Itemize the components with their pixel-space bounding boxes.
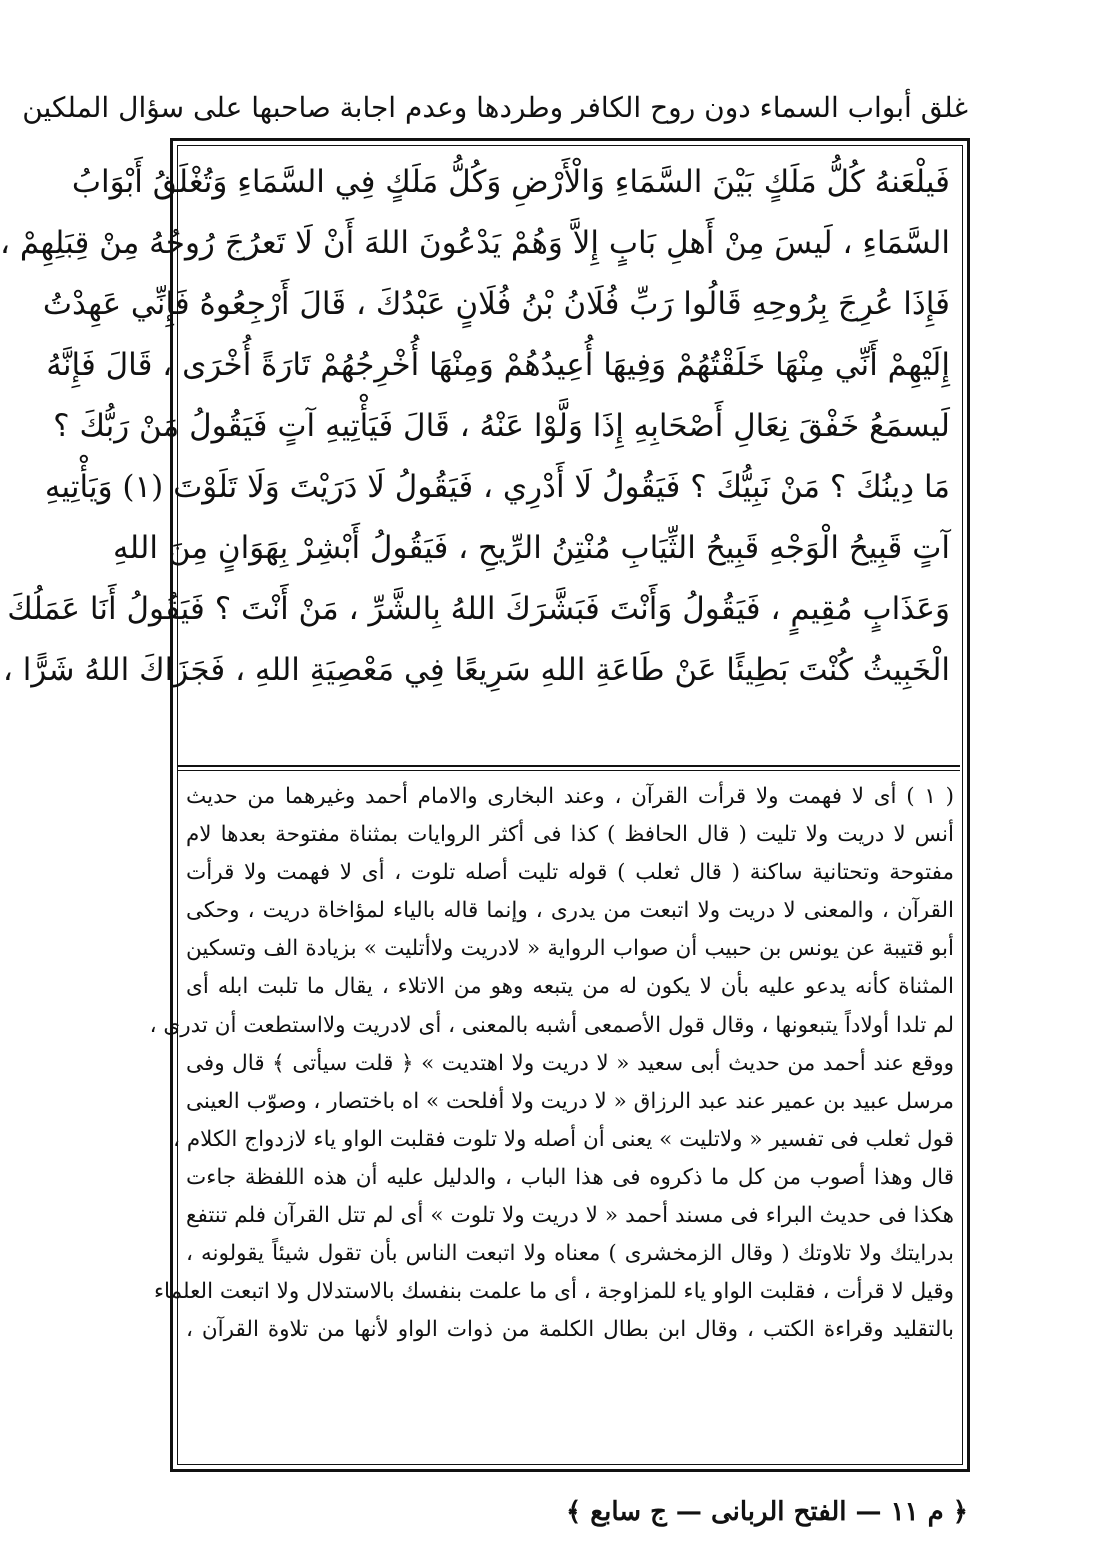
page-footer: ﴿ م ١١ — الفتح الربانى — ج سابع ﴾ bbox=[565, 1497, 968, 1527]
footnote-line-14: وقيل لا قرأت ، فقلبت الواو ياء للمزاوجة ، أى ما علمت بنفسك بالاستدلال ولا اتبعت العلماء bbox=[153, 1279, 954, 1305]
footnote-line-9: مرسل عبيد بن عمير عند عبد الرزاق « لا دريت ولا أفلحت » اه باختصار ، وصوّب العينى bbox=[185, 1088, 954, 1114]
main-text-line-2: السَّمَاءِ ، لَيسَ مِنْ أَهلِ بَابٍ إِلاَّ وَهُمْ يَدْعُونَ اللهَ أَنْ لَا تَعرُجَ رُوحُهُ مِنْ قِبَلِهِمْ ، bbox=[0, 225, 950, 261]
main-text bbox=[0, 152, 950, 762]
footnote-line-5: أبو قتيبة عن يونس بن حبيب أن صواب الرواية « لادريت ولاأتليت » بزيادة الف وتسكين bbox=[186, 936, 954, 962]
main-text-line-3: فَإِذَا عُرِجَ بِرُوحِهِ قَالُوا رَبِّ فُلَانُ بْنُ فُلَانٍ عَبْدُكَ ، قَالَ أَرْجِعُوهُ فَإِنِّي عَهِدْتُ bbox=[42, 286, 950, 322]
main-text-line-4: إِلَيْهِمْ أَنِّي مِنْهَا خَلَقْتُهُمْ وَفِيهَا أُعِيدُهُمْ وَمِنْهَا أُخْرِجُهُمْ تَارَةً أُخْرَى ، قَالَ فَإِنَّهُ bbox=[46, 347, 950, 383]
page-header: غلق أبواب السماء دون روح الكافر وطردها وعدم اجابة صاحبها على سؤال الملكين bbox=[22, 91, 968, 124]
footnote-line-7: لم تلدا أولاداً يتبعونها ، وقال قول الأصمعى أشبه بالمعنى ، أى لادريت ولااستطعت أن تدرى ، bbox=[149, 1012, 954, 1038]
footnote-line-13: بدرايتك ولا تلاوتك ( وقال الزمخشرى ) معناه ولا اتبعت الناس بأن تقول شيئاً يقولونه ، bbox=[186, 1241, 954, 1267]
footnote-line-6: المثناة كأنه يدعو عليه بأن لا يكون له من يتبعه وهو من الاتلاء ، يقال ما تلبت ابله أى bbox=[186, 974, 954, 1000]
footnote-line-15: بالتقليد وقراءة الكتب ، وقال ابن بطال الكلمة من ذوات الواو لأنها من تلاوة القرآن ، bbox=[186, 1317, 954, 1343]
footnote-line-12: هكذا فى حديث البراء فى مسند أحمد « لا دريت ولا تلوت » أى لم تتل القرآن فلم تنتفع bbox=[186, 1203, 954, 1229]
footnote-line-4: القرآن ، والمعنى لا دريت ولا اتبعت من يدرى ، وإنما قاله بالياء لمؤاخاة دريت ، وحكى bbox=[186, 898, 954, 924]
footnote-separator bbox=[178, 765, 960, 771]
footnote-line-10: قول ثعلب فى تفسير « ولاتليت » يعنى أن أصله ولا تلوت فقلبت الواو ياء لازدواج الكلام ، bbox=[173, 1126, 954, 1152]
footnote-line-8: ووقع عند أحمد من حديث أبى سعيد « لا دريت ولا اهتديت » ﴿ قلت سيأتى ﴾ قال وفى bbox=[186, 1050, 954, 1076]
main-text-line-1: فَيلْعَنهُ كُلُّ مَلَكٍ بَيْنَ السَّمَاءِ وَالْأَرْضِ وَكُلُّ مَلَكٍ فِي السَّمَاءِ وَتُغْلَقُ أَبْوَابُ bbox=[71, 164, 950, 200]
main-text-line-5: لَيسمَعُ خَفْقَ نِعَالِ أَصْحَابِهِ إِذَا وَلَّوْا عَنْهُ ، قَالَ فَيَأْتِيهِ آتٍ فَيَقُولُ مَنْ رَبُّكَ ؟ bbox=[53, 408, 950, 444]
main-text-line-8: وَعَذَابٍ مُقِيمٍ ، فَيَقُولُ وَأَنْتَ فَبَشَّرَكَ اللهُ بِالشَّرِّ ، مَنْ أَنْتَ ؟ فَيَقُولُ أَنَا عَمَلُكَ bbox=[7, 591, 950, 627]
footnote-line-1: ( ١ ) أى لا فهمت ولا قرأت القرآن ، وعند البخارى والامام أحمد وغيرهما من حديث bbox=[186, 784, 954, 809]
footnote-line-11: قال وهذا أصوب من كل ما ذكروه فى هذا الباب ، والدليل عليه أن هذه اللفظة جاءت bbox=[186, 1164, 954, 1190]
main-text-line-7: آتٍ قَبِيحُ الْوَجْهِ قَبِيحُ الثِّيَابِ مُنْتِنُ الرِّيحِ ، فَيَقُولُ أَبْشِرْ بِهَوَانٍ مِنَ اللهِ bbox=[113, 530, 950, 566]
footnote bbox=[149, 778, 954, 1464]
footnote-line-2: أنس لا دريت ولا تليت ( قال الحافظ ) كذا فى أكثر الروايات بمثناة مفتوحة بعدها لام bbox=[186, 822, 954, 848]
main-text-line-6: مَا دِينُكَ ؟ مَنْ نَبِيُّكَ ؟ فَيَقُولُ لَا أَدْرِي ، فَيَقُولُ لَا دَرَيْتَ وَلَا تَلَوْتَ (١) وَيَأْتِيهِ bbox=[44, 469, 950, 505]
footnote-line-3: مفتوحة وتحتانية ساكنة ( قال ثعلب ) قوله تليت أصله تلوت ، أى لا فهمت ولا قرأت bbox=[186, 860, 954, 886]
main-text-line-9: الْخَبِيثُ كُنْتَ بَطِيئًا عَنْ طَاعَةِ اللهِ سَرِيعًا فِي مَعْصِيَةِ اللهِ ، فَجَزَاكَ اللهُ شَرًّا ، bbox=[2, 652, 950, 688]
